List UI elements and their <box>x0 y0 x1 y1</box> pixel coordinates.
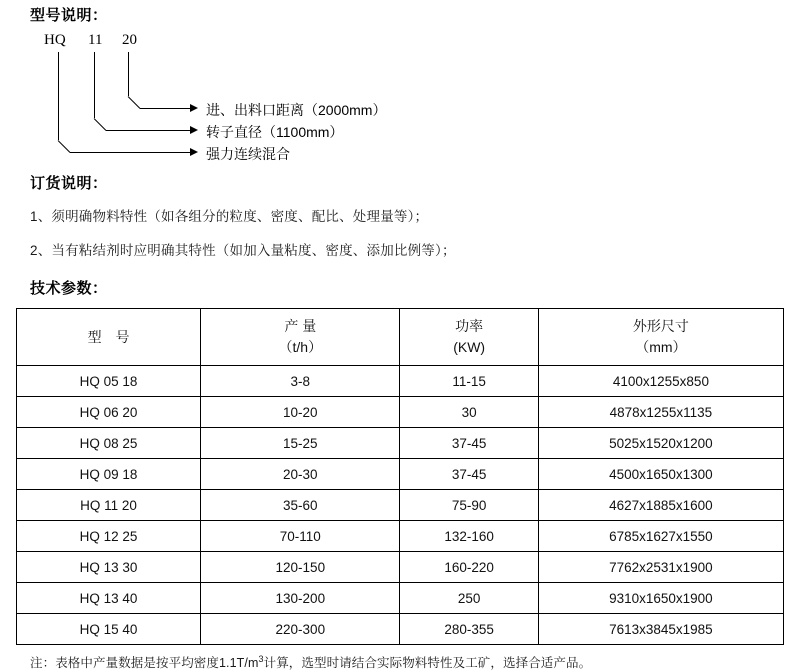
order-section-title: 订货说明： <box>30 175 108 192</box>
cell-power: 75-90 <box>400 490 538 521</box>
cell-model: HQ 09 18 <box>17 459 201 490</box>
table-row <box>17 521 784 552</box>
leader-label-inlet-outlet-distance: 进、出料口距离（2000mm） <box>206 102 387 118</box>
cell-dimension: 4100x1255x850 <box>538 366 783 397</box>
table-header-model: 型 号 <box>17 309 201 366</box>
cell-power: 160-220 <box>400 552 538 583</box>
cell-power: 30 <box>400 397 538 428</box>
cell-dimension: 5025x1520x1200 <box>538 428 783 459</box>
footnote-prefix: 注：表格中产量数据是按平均密度1.1T/m <box>30 656 259 670</box>
cell-model: HQ 12 25 <box>17 521 201 552</box>
table-header-dimension: 外形尺寸 （mm） <box>538 309 783 366</box>
cell-power: 250 <box>400 583 538 614</box>
cell-dimension: 4500x1650x1300 <box>538 459 783 490</box>
cell-dimension: 6785x1627x1550 <box>538 521 783 552</box>
leader-diagonal-suffix <box>128 96 141 109</box>
table-row <box>17 614 784 645</box>
table-footnote <box>30 653 784 671</box>
cell-dimension: 7613x3845x1985 <box>538 614 783 645</box>
order-note-item: 2、当有粘结剂时应明确其特性（如加入量粘度、密度、添加比例等）； <box>30 243 456 258</box>
cell-model: HQ 15 40 <box>17 614 201 645</box>
table-header-row <box>17 309 784 366</box>
cell-model: HQ 05 18 <box>17 366 201 397</box>
cell-output: 70-110 <box>201 521 400 552</box>
table-row <box>17 428 784 459</box>
leader-arrow-middle <box>190 126 198 134</box>
footnote-suffix: 计算，选型时请结合实际物料特性及工矿，选择合适产品。 <box>263 656 592 670</box>
cell-model: HQ 08 25 <box>17 428 201 459</box>
cell-power: 37-45 <box>400 428 538 459</box>
cell-output: 220-300 <box>201 614 400 645</box>
footnote-superscript: 3 <box>258 653 264 664</box>
cell-model: HQ 13 30 <box>17 552 201 583</box>
leader-arrow-prefix <box>190 148 198 156</box>
table-header-output: 产 量 （t/h） <box>201 309 400 366</box>
cell-dimension: 4878x1255x1135 <box>538 397 783 428</box>
leader-label-continuous-mixing: 强力连续混合 <box>206 146 290 162</box>
table-row <box>17 459 784 490</box>
leader-rule-suffix <box>140 108 190 109</box>
cell-model: HQ 13 40 <box>17 583 201 614</box>
model-section-title: 型号说明： <box>30 7 108 24</box>
cell-model: HQ 06 20 <box>17 397 201 428</box>
cell-power: 280-355 <box>400 614 538 645</box>
leader-rule-prefix <box>70 152 190 153</box>
order-note-item: 1、须明确物料特性（如各组分的粒度、密度、配比、处理量等）； <box>30 209 429 224</box>
model-code-prefix: HQ <box>44 32 66 48</box>
table-row <box>17 490 784 521</box>
leader-label-rotor-diameter: 转子直径（1100mm） <box>206 124 344 140</box>
cell-power: 37-45 <box>400 459 538 490</box>
cell-output: 20-30 <box>201 459 400 490</box>
table-header-power: 功率 (KW) <box>400 309 538 366</box>
order-notes-section <box>16 172 784 259</box>
leader-diagonal-middle <box>94 118 107 131</box>
table-row <box>17 397 784 428</box>
leader-arrow-suffix <box>190 104 198 112</box>
leader-stem-suffix <box>128 52 129 96</box>
cell-dimension: 9310x1650x1900 <box>538 583 783 614</box>
cell-dimension: 7762x2531x1900 <box>538 552 783 583</box>
tech-params-section <box>16 277 784 671</box>
cell-output: 10-20 <box>201 397 400 428</box>
cell-dimension: 4627x1885x1600 <box>538 490 783 521</box>
cell-output: 120-150 <box>201 552 400 583</box>
cell-power: 11-15 <box>400 366 538 397</box>
cell-output: 130-200 <box>201 583 400 614</box>
spec-table <box>16 308 784 645</box>
cell-power: 132-160 <box>400 521 538 552</box>
leader-rule-middle <box>106 130 190 131</box>
table-row <box>17 583 784 614</box>
cell-output: 15-25 <box>201 428 400 459</box>
model-code-section <box>16 0 784 170</box>
model-code-suffix: 20 <box>122 32 137 48</box>
leader-stem-prefix <box>58 52 59 140</box>
table-row <box>17 552 784 583</box>
leader-diagonal-prefix <box>58 140 71 153</box>
cell-model: HQ 11 20 <box>17 490 201 521</box>
leader-stem-middle <box>94 52 95 118</box>
cell-output: 3-8 <box>201 366 400 397</box>
params-section-title: 技术参数： <box>30 280 108 297</box>
table-row <box>17 366 784 397</box>
model-code-middle: 11 <box>88 32 103 48</box>
cell-output: 35-60 <box>201 490 400 521</box>
